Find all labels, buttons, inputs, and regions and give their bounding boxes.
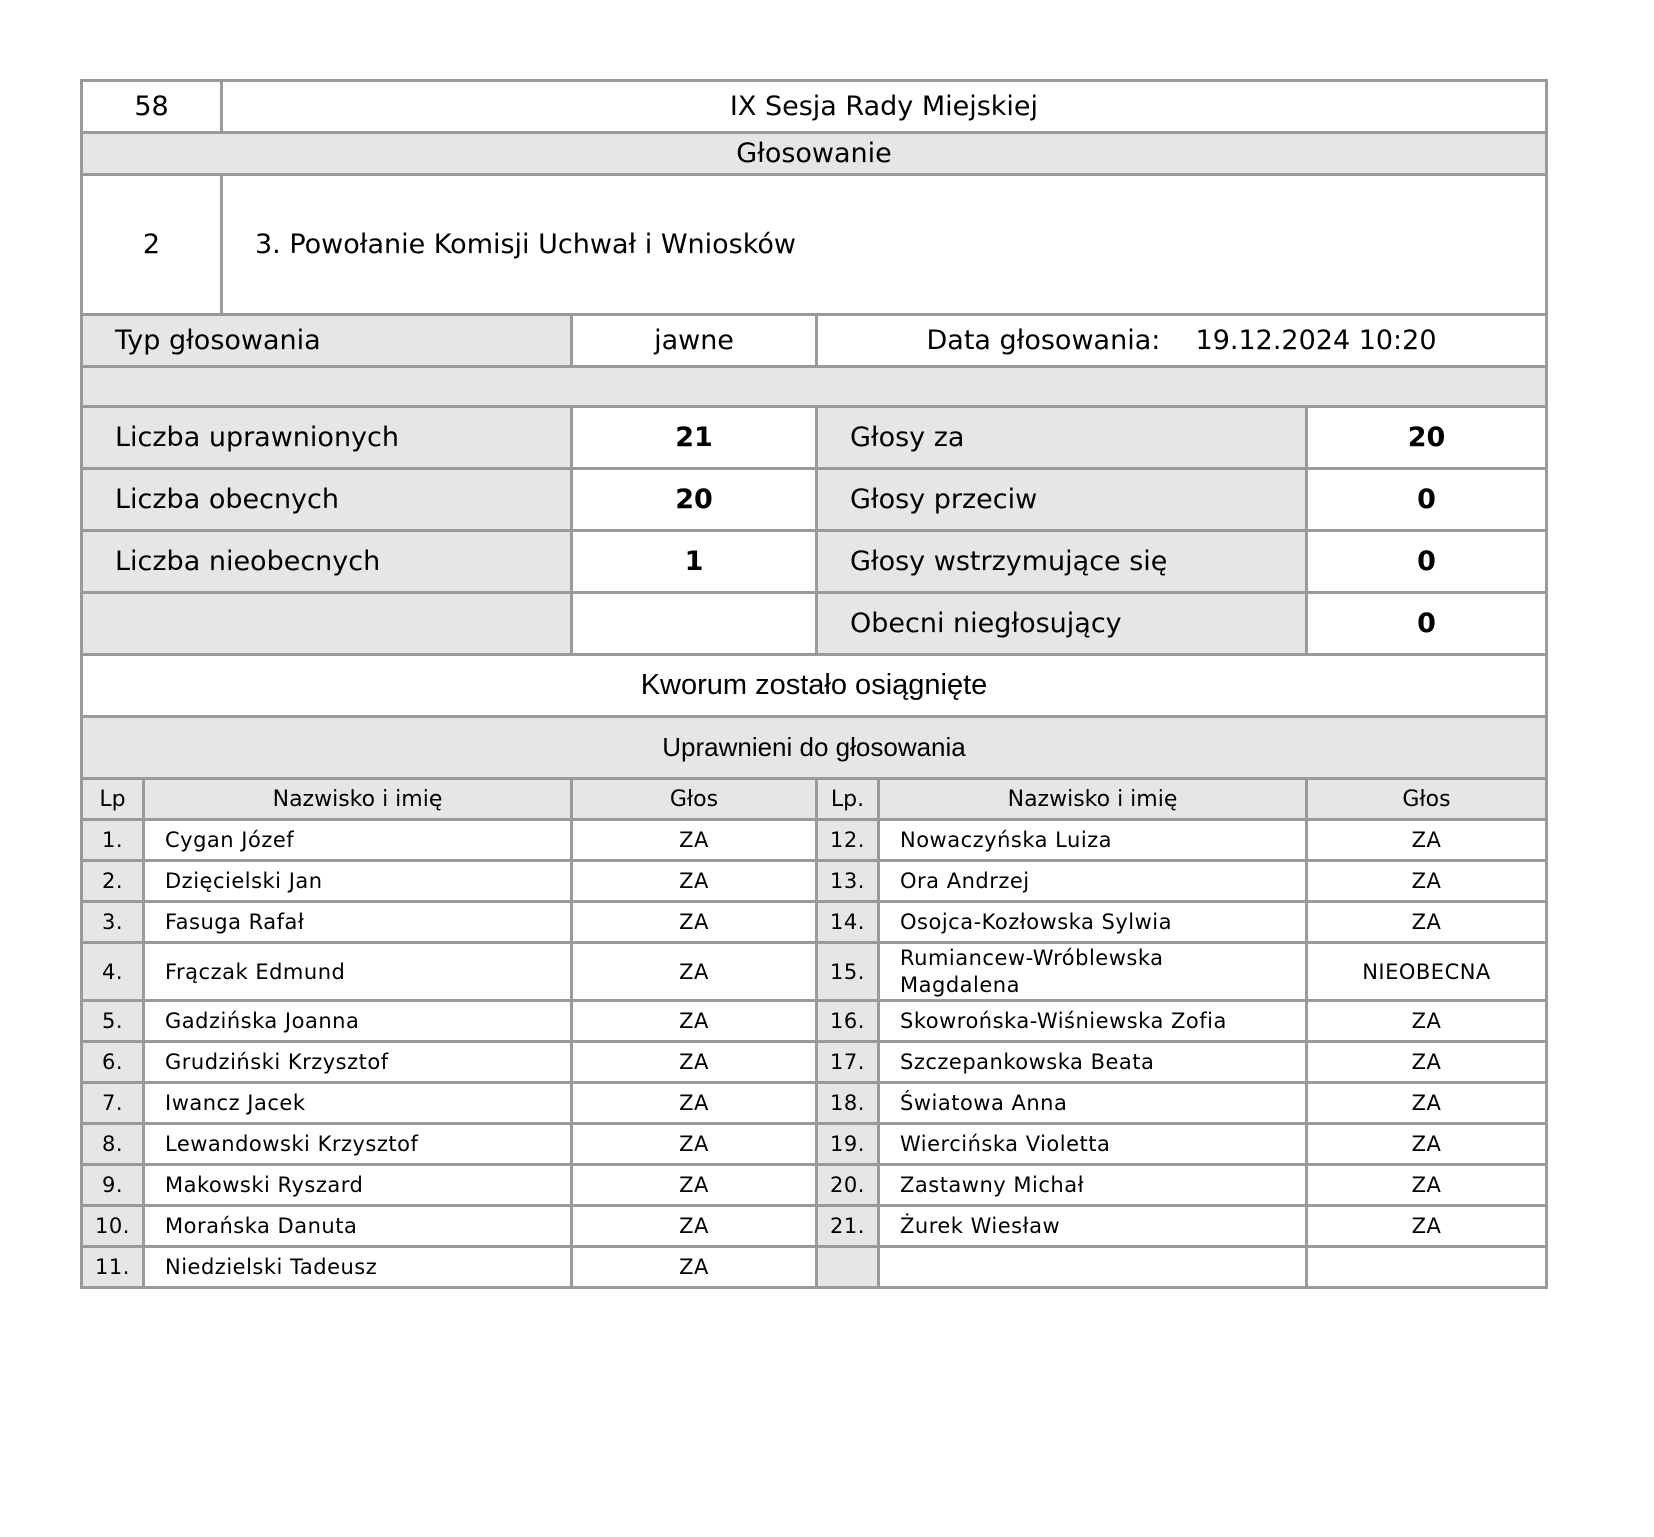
row-name: Lewandowski Krzysztof: [144, 1124, 572, 1165]
row-vote: ZA: [572, 943, 817, 1001]
col-name-right: Nazwisko i imię: [879, 779, 1307, 820]
row-name-line: Magdalena: [900, 972, 1020, 997]
col-lp-left: Lp: [82, 779, 144, 820]
empty-cell: [879, 1247, 1307, 1288]
row-lp: 2.: [82, 861, 144, 902]
row-lp: 18.: [817, 1083, 879, 1124]
row-lp: 21.: [817, 1206, 879, 1247]
row-name: Żurek Wiesław: [879, 1206, 1307, 1247]
table-row: [82, 1042, 1547, 1083]
row-name-line: Rumiancew-Wróblewska: [900, 945, 1164, 970]
row-lp: 11.: [82, 1247, 144, 1288]
table-row: [82, 1165, 1547, 1206]
row-vote: ZA: [572, 1042, 817, 1083]
row-lp: 17.: [817, 1042, 879, 1083]
present-label: Liczba obecnych: [82, 469, 572, 531]
session-header: [80, 79, 1548, 316]
row-vote: ZA: [1307, 1165, 1547, 1206]
vote-date-label: Data głosowania:: [926, 325, 1161, 356]
quorum-status: Kworum zostało osiągnięte: [82, 655, 1547, 717]
row-vote: NIEOBECNA: [1307, 943, 1547, 1001]
row-name: Makowski Ryszard: [144, 1165, 572, 1206]
row-vote: ZA: [572, 820, 817, 861]
row-vote: ZA: [1307, 820, 1547, 861]
present-value: 20: [572, 469, 817, 531]
row-vote: ZA: [1307, 1083, 1547, 1124]
row-name: Cygan Józef: [144, 820, 572, 861]
session-number: 58: [82, 81, 222, 133]
row-lp: 19.: [817, 1124, 879, 1165]
row-vote: ZA: [572, 1247, 817, 1288]
table-row: [82, 861, 1547, 902]
row-vote: ZA: [1307, 902, 1547, 943]
vote-type-value: jawne: [572, 315, 817, 367]
col-lp-right: Lp.: [817, 779, 879, 820]
row-name: Morańska Danuta: [144, 1206, 572, 1247]
row-lp: 5.: [82, 1001, 144, 1042]
absent-label: Liczba nieobecnych: [82, 531, 572, 593]
empty-cell: [82, 593, 572, 655]
row-name: Fasuga Rafał: [144, 902, 572, 943]
session-title: IX Sesja Rady Miejskiej: [222, 81, 1547, 133]
row-vote: ZA: [572, 1206, 817, 1247]
row-vote: ZA: [572, 1083, 817, 1124]
row-lp: 6.: [82, 1042, 144, 1083]
row-vote: ZA: [1307, 1124, 1547, 1165]
for-label: Głosy za: [817, 407, 1307, 469]
row-name: Osojca-Kozłowska Sylwia: [879, 902, 1307, 943]
empty-cell: [817, 1247, 879, 1288]
voters-title: Uprawnieni do głosowania: [82, 717, 1547, 779]
abstain-value: 0: [1307, 531, 1547, 593]
spacer-row: [82, 367, 1547, 407]
row-lp: 12.: [817, 820, 879, 861]
col-name-left: Nazwisko i imię: [144, 779, 572, 820]
row-name: Skowrońska-Wiśniewska Zofia: [879, 1001, 1307, 1042]
row-name: Dzięcielski Jan: [144, 861, 572, 902]
row-name: Ora Andrzej: [879, 861, 1307, 902]
table-row: [82, 1083, 1547, 1124]
row-lp: 16.: [817, 1001, 879, 1042]
row-vote: ZA: [1307, 1206, 1547, 1247]
row-lp: 1.: [82, 820, 144, 861]
table-row: [82, 902, 1547, 943]
row-lp: 7.: [82, 1083, 144, 1124]
row-lp: 13.: [817, 861, 879, 902]
row-name: Gadzińska Joanna: [144, 1001, 572, 1042]
table-row: [82, 1206, 1547, 1247]
row-vote: ZA: [572, 1124, 817, 1165]
row-name: Wiercińska Violetta: [879, 1124, 1307, 1165]
vote-summary: [80, 313, 1548, 780]
row-vote: ZA: [572, 902, 817, 943]
row-vote: ZA: [1307, 1001, 1547, 1042]
row-lp: 15.: [817, 943, 879, 1001]
row-name: Nowaczyńska Luiza: [879, 820, 1307, 861]
vote-type-label: Typ głosowania: [82, 315, 572, 367]
eligible-label: Liczba uprawnionych: [82, 407, 572, 469]
nonvoting-label: Obecni niegłosujący: [817, 593, 1307, 655]
nonvoting-value: 0: [1307, 593, 1547, 655]
empty-cell: [1307, 1247, 1547, 1288]
voting-report: [80, 79, 1548, 1289]
vote-number: 2: [82, 175, 222, 315]
table-row: [82, 1124, 1547, 1165]
row-vote: ZA: [1307, 1042, 1547, 1083]
row-lp: 9.: [82, 1165, 144, 1206]
row-vote: ZA: [572, 861, 817, 902]
row-lp: 20.: [817, 1165, 879, 1206]
row-name: Grudziński Krzysztof: [144, 1042, 572, 1083]
for-value: 20: [1307, 407, 1547, 469]
row-lp: 14.: [817, 902, 879, 943]
row-lp: 10.: [82, 1206, 144, 1247]
row-lp: 4.: [82, 943, 144, 1001]
voters-table: [80, 777, 1548, 1289]
abstain-label: Głosy wstrzymujące się: [817, 531, 1307, 593]
row-name: Frączak Edmund: [144, 943, 572, 1001]
section-label: Głosowanie: [82, 133, 1547, 175]
vote-date-value: 19.12.2024 10:20: [1195, 325, 1437, 356]
eligible-value: 21: [572, 407, 817, 469]
row-lp: 3.: [82, 902, 144, 943]
col-vote-right: Głos: [1307, 779, 1547, 820]
empty-cell: [572, 593, 817, 655]
table-row: [82, 943, 1547, 1001]
col-vote-left: Głos: [572, 779, 817, 820]
row-name: Szczepankowska Beata: [879, 1042, 1307, 1083]
table-row: [82, 820, 1547, 861]
table-row: [82, 1001, 1547, 1042]
row-name: Niedzielski Tadeusz: [144, 1247, 572, 1288]
against-value: 0: [1307, 469, 1547, 531]
row-name: Światowa Anna: [879, 1083, 1307, 1124]
vote-subject: 3. Powołanie Komisji Uchwał i Wniosków: [222, 175, 1547, 315]
row-name: Zastawny Michał: [879, 1165, 1307, 1206]
row-name: Iwancz Jacek: [144, 1083, 572, 1124]
row-vote: ZA: [572, 1001, 817, 1042]
vote-date: [817, 315, 1547, 367]
row-vote: ZA: [1307, 861, 1547, 902]
row-name: [879, 943, 1307, 1001]
absent-value: 1: [572, 531, 817, 593]
row-lp: 8.: [82, 1124, 144, 1165]
against-label: Głosy przeciw: [817, 469, 1307, 531]
row-vote: ZA: [572, 1165, 817, 1206]
table-row: [82, 1247, 1547, 1288]
